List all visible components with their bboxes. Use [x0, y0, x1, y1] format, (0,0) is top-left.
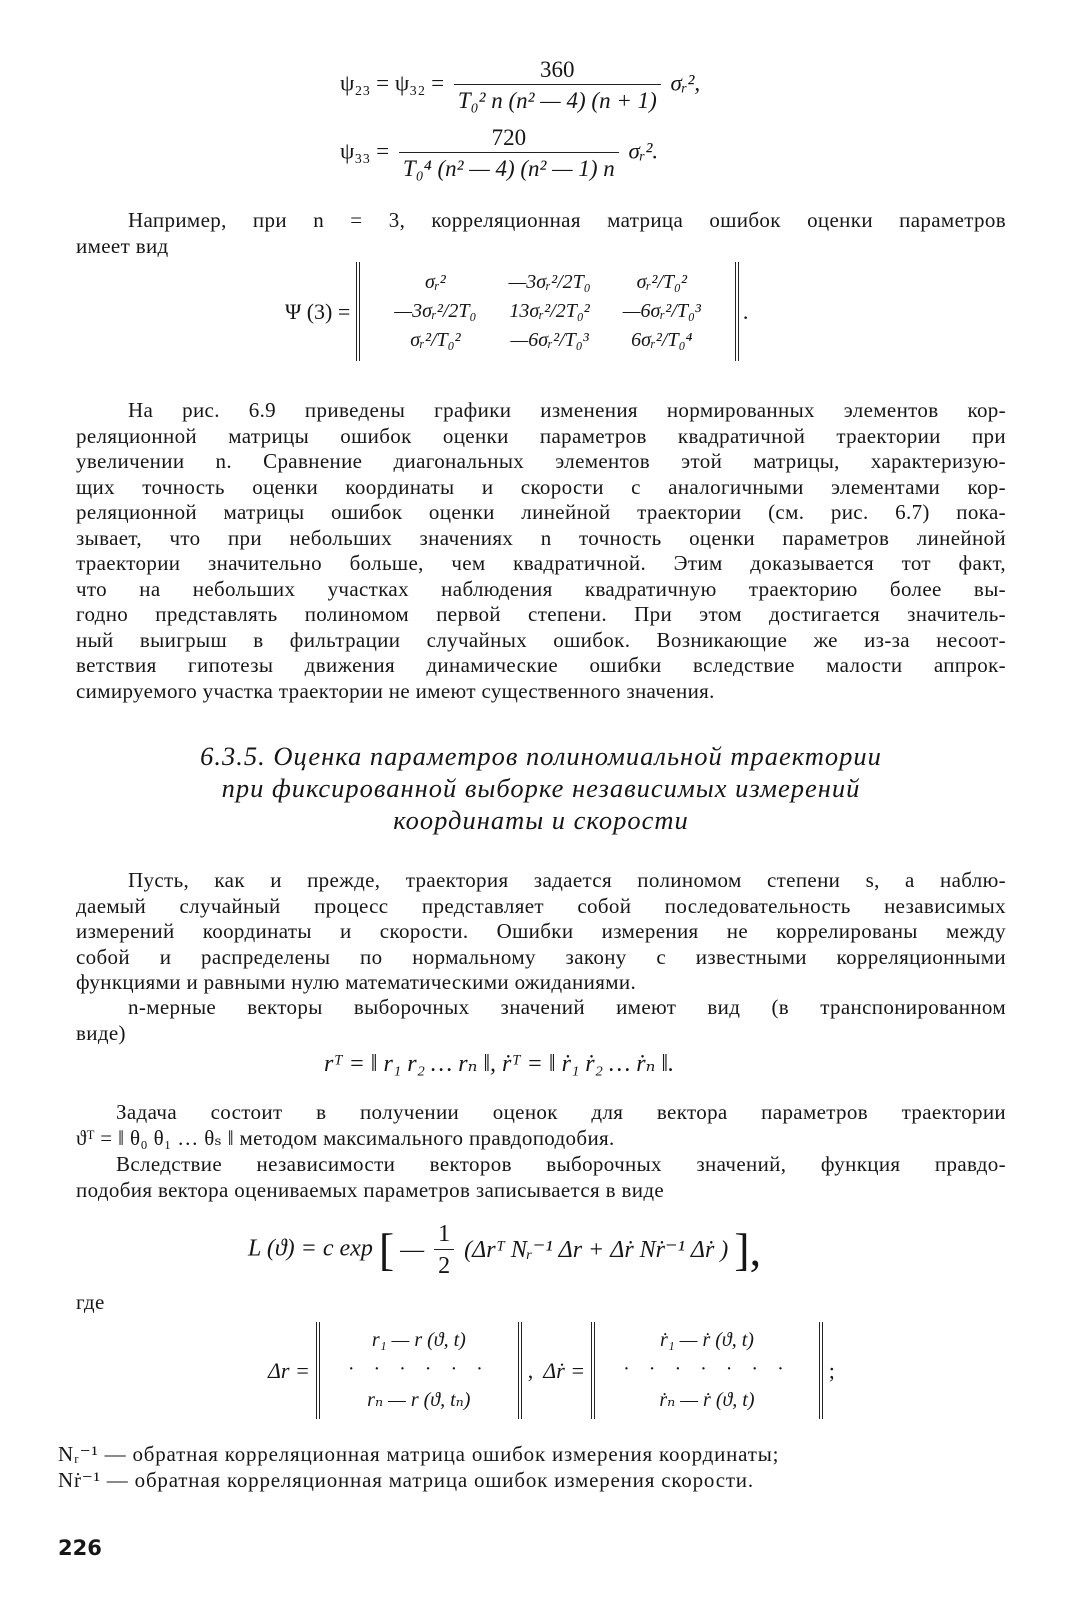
where-label	[76, 1290, 1006, 1316]
delta-rdot-brackets	[591, 1322, 823, 1419]
text-line: реляционной матрицы ошибок оценки параметров квадратичной траектории при	[76, 423, 1006, 448]
heading-line: 6.3.5. Оценка параметров полиномиальной траектории	[200, 741, 882, 771]
text-line: собой и распределены по нормальному закону с известными корреляционными	[76, 944, 1006, 969]
text-line: реляционной матрицы ошибок оценки линейной траектории (см. рис. 6.7) пока-	[76, 500, 1006, 524]
minus-sign: —	[400, 1237, 425, 1263]
text-line: На рис. 6.9 приведены графики изменения нормированных элементов кор-	[128, 398, 1006, 422]
comma: ,	[527, 1357, 534, 1383]
text-line: щих точность оценки координаты и скорости с аналогичными элементами кор-	[76, 474, 1006, 499]
semicolon: ;	[828, 1357, 835, 1383]
psi33-lhs: ψ₃₃ =	[340, 138, 390, 164]
page-number: 226	[58, 1536, 102, 1560]
formula-r-vectors: rᵀ = ‖ r₁ r₂ … rₙ ‖, ṙᵀ = ‖ ṙ₁ ṙ₂ … ṙₙ ‖.	[324, 1051, 675, 1077]
text-line: даемый случайный процесс представляет собой последовательность независимых	[76, 893, 1006, 918]
heading-line: координаты и скорости	[393, 805, 689, 835]
psi33-fraction	[399, 126, 619, 180]
likelihood-fraction	[434, 1222, 454, 1278]
section-heading	[76, 740, 1006, 836]
matrix-cell: —3σᵣ²/2T₀	[508, 271, 591, 293]
delta-r-column	[332, 1326, 506, 1415]
formula-psi23	[340, 58, 700, 112]
paragraph-task	[76, 1100, 1006, 1151]
matrix-row	[378, 297, 717, 326]
text-line: Пусть, как и прежде, траектория задается полиномом степени s, а наблю-	[128, 868, 1006, 892]
matrix-cell: 6σᵣ²/T₀⁴	[631, 329, 693, 351]
matrix-cell: —6σᵣ²/T₀³	[510, 329, 589, 351]
formula-psi33	[340, 126, 658, 180]
delta-rdot-column	[607, 1326, 807, 1415]
psi33-tail: σᵣ².	[628, 138, 659, 164]
text-line: ϑᵀ = ‖ θ₀ θ₁ … θₛ ‖ методом максимального правдоподобия.	[76, 1125, 615, 1150]
text-line: функциями и равными нулю математическими ожиданиями.	[76, 970, 637, 994]
likelihood-lhs: L (ϑ) = c exp	[248, 1235, 373, 1262]
psi23-denominator: T₀² n (n² — 4) (n + 1)	[457, 88, 657, 113]
text-line: симируемого участка траектории не имеют существенного значения.	[76, 678, 715, 703]
vector-cell: ṙₙ — ṙ (ϑ, t)	[659, 1389, 755, 1411]
text-line: имеет вид	[76, 233, 169, 258]
paragraph-likelihood	[76, 1152, 1006, 1203]
psi3-matrix-table	[378, 268, 717, 355]
text-line: что на небольших участках наблюдения квадратичную траекторию более вы-	[76, 576, 1006, 601]
formula-likelihood	[248, 1222, 761, 1278]
matrix-cell: σᵣ²/T₀²	[636, 271, 688, 293]
fraction-numerator: 1	[434, 1222, 454, 1250]
text-line: увеличении n. Сравнение диагональных элементов этой матрицы, характеризую-	[76, 449, 1006, 473]
vector-cell: · · · · · ·	[347, 1358, 490, 1380]
matrix-cell: —3σᵣ²/2T₀	[394, 300, 477, 322]
text-line: зывает, что при небольших значениях n точность оценки параметров линейной	[76, 525, 1006, 550]
psi23-tail: σᵣ²,	[670, 70, 701, 96]
paragraph-vectors	[76, 995, 1006, 1046]
definition-Nrdot: Nṙ⁻¹ — обратная корреляционная матрица ошибок измерения скорости.	[58, 1468, 754, 1492]
psi33-denominator: T₀⁴ (n² — 4) (n² — 1) n	[402, 156, 615, 181]
psi23-fraction	[454, 58, 661, 112]
matrix-row	[378, 268, 717, 297]
text-line: n-мерные векторы выборочных значений имеют вид (в транспонированном	[128, 995, 1006, 1019]
paragraph-problem-setup	[76, 868, 1006, 996]
text-line: годно представлять полиномом первой степени. При этом достигается значитель-	[76, 602, 1006, 626]
vector-cell: r₁ — r (ϑ, t)	[371, 1329, 466, 1351]
vector-cell: rₙ — r (ϑ, tₙ)	[367, 1389, 471, 1411]
text-line: ный выигрыш в фильтрации случайных ошибок. Возникающие же из-за несоот-	[76, 627, 1006, 652]
definition-Nr: Nᵣ⁻¹ — обратная корреляционная матрица ошибок измерения координаты;	[58, 1442, 780, 1466]
delta-r-brackets	[316, 1322, 522, 1419]
delta-rdot-label: Δṙ =	[543, 1357, 586, 1383]
psi23-lhs: ψ₂₃ = ψ₃₂ =	[340, 70, 445, 96]
intro-paragraph	[76, 208, 1006, 259]
delta-r-label: Δr =	[268, 1357, 310, 1383]
likelihood-body: (Δrᵀ Nᵣ⁻¹ Δr + Δṙ Nṙ⁻¹ Δṙ )	[464, 1237, 729, 1263]
formula-psi3-matrix	[285, 262, 754, 361]
formula-delta-r	[268, 1322, 841, 1419]
text-line: ветствия гипотезы движения динамические ошибки вследствие малости аппрок-	[76, 653, 1006, 677]
psi33-numerator: 720	[399, 126, 619, 153]
right-bracket: ],	[734, 1224, 762, 1275]
vector-cell: · · · · · · ·	[623, 1358, 791, 1380]
fraction-denominator: 2	[438, 1253, 451, 1279]
text-line: измерений координаты и скорости. Ошибки измерения не коррелированы между	[76, 919, 1006, 943]
psi3-tail: .	[742, 298, 749, 324]
left-bracket: [	[378, 1224, 395, 1275]
matrix-brackets	[356, 262, 739, 361]
matrix-row	[378, 326, 717, 355]
paragraph-figure-discussion	[76, 398, 1006, 704]
psi3-label: Ψ (3) =	[285, 298, 351, 324]
heading-line: при фиксированной выборке независимых измерений	[221, 773, 861, 803]
text-line: Вследствие независимости векторов выборочных значений, функция правдо-	[116, 1152, 1006, 1176]
vector-cell: ṙ₁ — ṙ (ϑ, t)	[659, 1329, 754, 1351]
text-line: подобия вектора оцениваемых параметров записывается в виде	[76, 1177, 665, 1202]
matrix-cell: 13σᵣ²/2T₀²	[509, 300, 590, 322]
text-line: где	[76, 1290, 105, 1314]
psi23-numerator: 360	[454, 58, 661, 85]
text-line: Например, при n = 3, корреляционная матрица ошибок оценки параметров	[128, 208, 1006, 232]
matrix-cell: σᵣ²	[425, 271, 446, 293]
text-line: траектории значительно больше, чем квадратичной. Этим доказывается тот факт,	[76, 551, 1006, 575]
matrix-cell: σᵣ²/T₀²	[410, 329, 461, 351]
text-line: виде)	[76, 1020, 126, 1045]
text-line: Задача состоит в получении оценок для вектора параметров траектории	[116, 1100, 1006, 1124]
matrix-cell: —6σᵣ²/T₀³	[622, 300, 701, 322]
